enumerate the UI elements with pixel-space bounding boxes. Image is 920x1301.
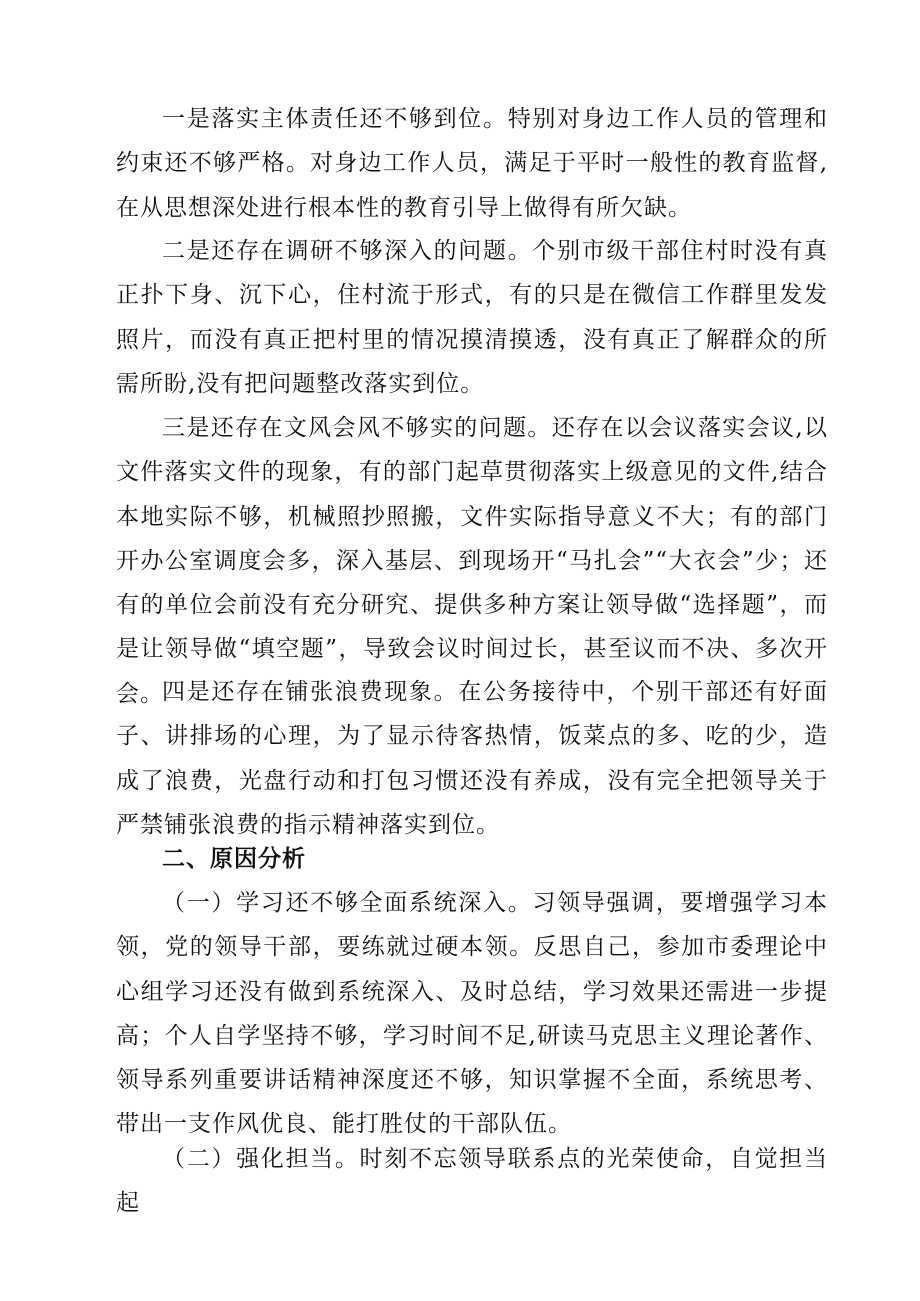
section-paragraph-2: （二）强化担当。时刻不忘领导联系点的光荣使命，自觉担当起: [116, 1146, 828, 1217]
paragraph-1: 一是落实主体责任还不够到位。特别对身边工作人员的管理和约束还不够严格。对身边工作人员，满足于平时一般性的教育监督,在从思想深处进行根本性的教育引导上做得有所欠缺。: [116, 106, 828, 221]
paragraph-3: 三是还存在文风会风不够实的问题。还存在以会议落实会议,以文件落实文件的现象，有的部门起草贯彻落实上级意见的文件,结合本地实际不够，机械照抄照搬，文件实际指导意义不大；有的部门开办公室调度会多，深入基层、到现场开“马扎会”“大衣会”少；还有的单位会前没有充分研究、提供多种方案让领导做“选择题”，而是让领导做“填空题”，导致会议时间过长，甚至议而不决、多次开会。: [116, 415, 828, 707]
paragraph-2: 二是还存在调研不够深入的问题。个别市级干部住村时没有真正扑下身、沉下心，住村流于形式，有的只是在微信工作群里发发照片，而没有真正把村里的情况摸清摸透，没有真正了解群众的所需所盼,没有把问题整改落实到位。: [116, 238, 828, 397]
section-heading: 二、原因分析: [162, 846, 306, 872]
paragraph-4: 四是还存在铺张浪费现象。在公务接待中，个别干部还有好面子、讲排场的心理，为了显示待客热情，饭菜点的多、吃的少，造成了浪费，光盘行动和打包习惯还没有养成，没有完全把领导关于严禁铺张浪费的指示精神落实到位。: [116, 679, 828, 838]
section-paragraph-1: （一）学习还不够全面系统深入。习领导强调，要增强学习本领，党的领导干部，要练就过硬本领。反思自己，参加市委理论中心组学习还没有做到系统深入、及时总结，学习效果还需进一步提高；个人自学坚持不够，学习时间不足,研读马克思主义理论著作、领导系列重要讲话精神深度还不够，知识掌握不全面，系统思考、带出一支作风优良、能打胜仗的干部队伍。: [116, 890, 828, 1138]
